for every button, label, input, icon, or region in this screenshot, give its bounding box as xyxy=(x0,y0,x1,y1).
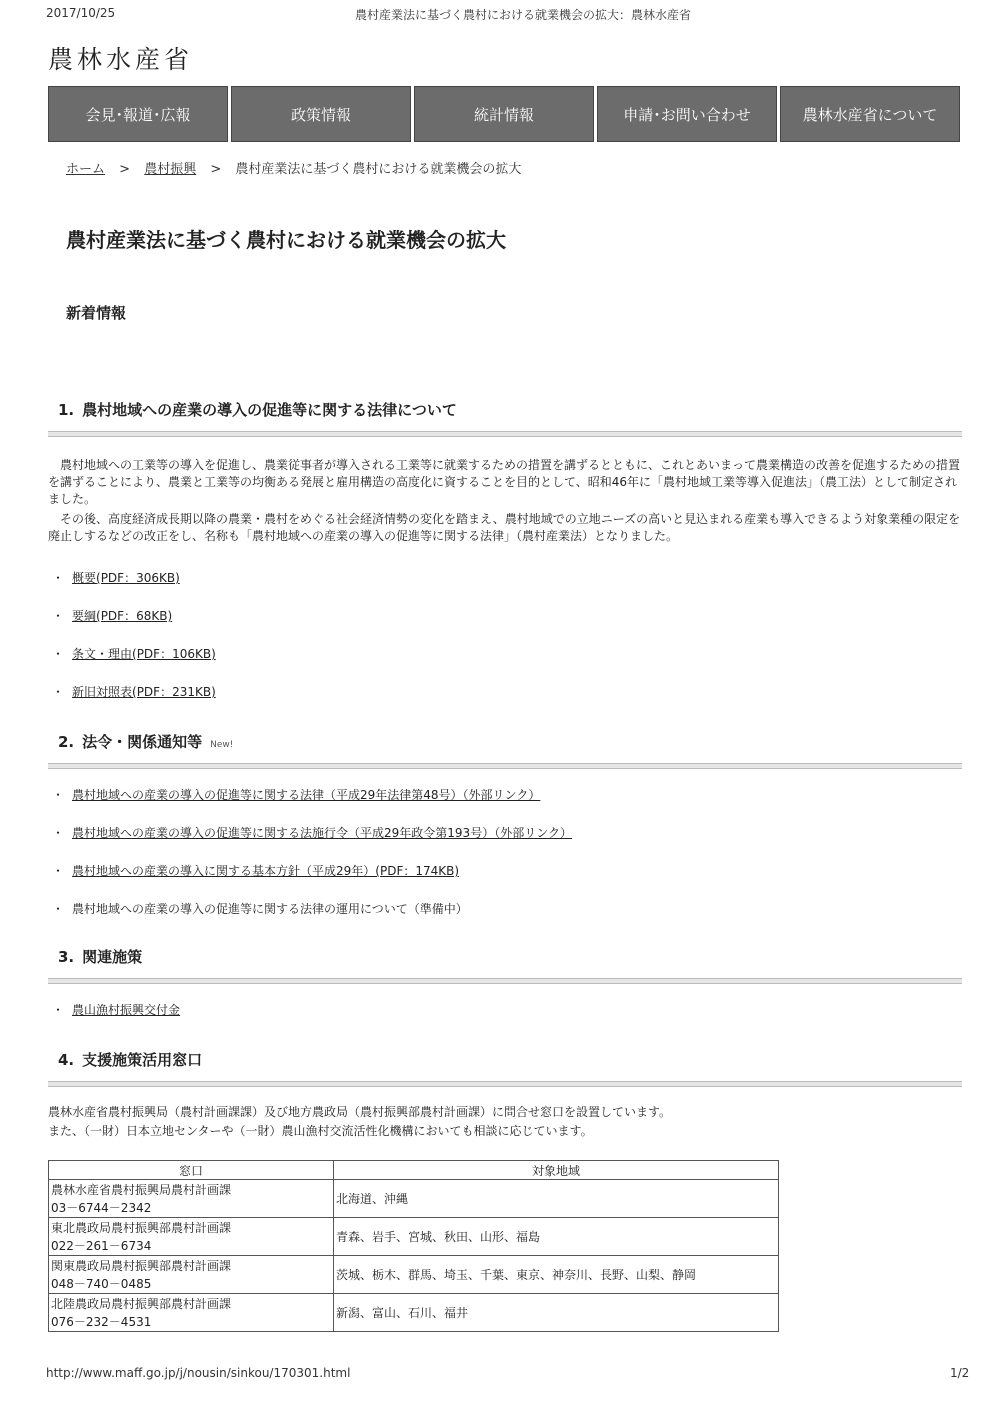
desk-office: 農林水産省農村振興局農村計画課 xyxy=(51,1182,232,1197)
page-title: 農村産業法に基づく農村における就業機会の拡大 xyxy=(66,228,506,252)
section-number: 2. xyxy=(58,733,75,751)
list-item: ・ 条文・理由(PDF：106KB) xyxy=(52,647,216,661)
print-title: 農村産業法に基づく農村における就業機会の拡大：農林水産省 xyxy=(355,8,692,22)
region-cell: 青森、岩手、宮城、秋田、山形、福島 xyxy=(334,1218,779,1256)
print-header xyxy=(0,6,1000,24)
pending-item-text: 農村地域への産業の導入の促進等に関する法律の運用について（準備中） xyxy=(72,902,468,916)
desk-cell xyxy=(49,1180,334,1218)
outline-pdf-link[interactable]: 概要(PDF：306KB) xyxy=(72,571,180,585)
section-number: 4. xyxy=(58,1051,75,1069)
new-badge: New! xyxy=(210,740,234,750)
list-item: ・ 農山漁村振興交付金 xyxy=(52,1003,181,1017)
table-row xyxy=(49,1256,779,1294)
print-url: http://www.maff.go.jp/j/nousin/sinkou/170301.html xyxy=(46,1366,351,1380)
text-reason-pdf-link[interactable]: 条文・理由(PDF：106KB) xyxy=(72,647,216,661)
section-4-heading xyxy=(58,1049,202,1070)
nav-policy[interactable]: 政策情報 xyxy=(231,86,411,142)
region-cell: 新潟、富山、石川、福井 xyxy=(334,1294,779,1332)
section-divider xyxy=(48,978,962,984)
region-cell: 茨城、栃木、群馬、埼玉、千葉、東京、神奈川、長野、山梨、静岡 xyxy=(334,1256,779,1294)
site-logo[interactable]: 農林水産省 xyxy=(48,45,194,74)
section-1-paragraph-2: その後、高度経済成長期以降の農業・農村をめぐる社会経済情勢の変化を踏まえ、農村地域での立地ニーズの高いと見込まれる産業も導入できるよう対象業種の限定を廃止しするなどの改正をし、名称も「農村地域への産業の導入の促進等に関する法律」（農村産業法）となりました。 xyxy=(48,512,961,543)
desk-office: 北陸農政局農村振興部農村計画課 xyxy=(51,1296,232,1311)
desk-cell xyxy=(49,1218,334,1256)
nav-statistics[interactable]: 統計情報 xyxy=(414,86,594,142)
contact-desk-table xyxy=(48,1160,779,1332)
list-item: ・ 農村地域への産業の導入の促進等に関する法律（平成29年法律第48号）（外部リンク） xyxy=(52,788,541,802)
nav-press[interactable]: 会見･報道･広報 xyxy=(48,86,228,142)
print-page-number: 1/2 xyxy=(950,1366,970,1380)
breadcrumb-home-link[interactable]: ホーム xyxy=(66,162,106,177)
section-title: 関連施策 xyxy=(82,948,143,966)
breadcrumb-current: 農村産業法に基づく農村における就業機会の拡大 xyxy=(235,162,522,177)
print-date: 2017/10/25 xyxy=(46,6,116,20)
desk-phone: 03－6744－2342 xyxy=(51,1200,152,1215)
desk-office: 東北農政局農村振興部農村計画課 xyxy=(51,1220,232,1235)
section-title: 法令・関係通知等 xyxy=(82,733,203,751)
breadcrumb-separator: > xyxy=(210,162,222,177)
column-header-desk: 窓口 xyxy=(49,1161,334,1180)
list-item: ・ 新旧対照表(PDF：231KB) xyxy=(52,685,216,699)
section-number: 1. xyxy=(58,401,75,419)
section-divider xyxy=(48,763,962,769)
cabinet-order-external-link[interactable]: 農村地域への産業の導入の促進等に関する法施行令（平成29年政令第193号）（外部リンク） xyxy=(72,826,572,840)
desk-phone: 076－232－4531 xyxy=(51,1314,152,1329)
section-1-heading xyxy=(58,399,457,420)
breadcrumb-separator: > xyxy=(119,162,131,177)
section-divider xyxy=(48,431,962,437)
comparison-table-pdf-link[interactable]: 新旧対照表(PDF：231KB) xyxy=(72,685,216,699)
section-title: 農村地域への産業の導入の促進等に関する法律について xyxy=(82,401,457,419)
desk-cell xyxy=(49,1256,334,1294)
basic-policy-pdf-link[interactable]: 農村地域への産業の導入に関する基本方針（平成29年）(PDF：174KB) xyxy=(72,864,460,878)
table-row xyxy=(49,1294,779,1332)
list-item: ・ 要綱(PDF：68KB) xyxy=(52,609,173,623)
desk-phone: 022－261－6734 xyxy=(51,1238,152,1253)
section-divider xyxy=(48,1081,962,1087)
section-2-heading xyxy=(58,731,233,752)
global-nav xyxy=(48,86,960,142)
list-item: ・ 概要(PDF：306KB) xyxy=(52,571,180,585)
section-number: 3. xyxy=(58,948,75,966)
column-header-region: 対象地域 xyxy=(334,1161,779,1180)
region-cell: 北海道、沖縄 xyxy=(334,1180,779,1218)
list-item: ・ 農村地域への産業の導入に関する基本方針（平成29年）(PDF：174KB) xyxy=(52,864,460,878)
grant-program-link[interactable]: 農山漁村振興交付金 xyxy=(72,1003,181,1017)
section-title: 支援施策活用窓口 xyxy=(82,1051,203,1069)
desk-cell xyxy=(49,1294,334,1332)
news-title: 新着情報 xyxy=(66,304,127,322)
nav-application[interactable]: 申請･お問い合わせ xyxy=(597,86,777,142)
list-item: ・ 農村地域への産業の導入の促進等に関する法律の運用について（準備中） xyxy=(52,902,468,916)
breadcrumb xyxy=(66,158,521,177)
section-4-paragraph-1: 農林水産省農村振興局（農村計画課課）及び地方農政局（農村振興部農村計画課）に問合せ窓口を設置しています。 xyxy=(48,1105,672,1119)
section-4-paragraph-2: また、（一財）日本立地センターや（一財）農山漁村交流活性化機構においても相談に応じています。 xyxy=(48,1124,593,1138)
section-1-paragraph-1: 農村地域への工業等の導入を促進し、農業従事者が導入される工業等に就業するための措置を講ずるとともに、これとあいまって農業構造の改善を促進するための措置を講ずることにより、農業と工業等の均衡ある発展と雇用構造の高度化に資することを目的として、昭和46年に「農村地域工業等導入促進法」（農工法）として制定されました。 xyxy=(48,458,961,506)
law-external-link[interactable]: 農村地域への産業の導入の促進等に関する法律（平成29年法律第48号）（外部リンク） xyxy=(72,788,541,802)
nav-about[interactable]: 農林水産省について xyxy=(780,86,960,142)
table-header-row xyxy=(49,1161,779,1180)
list-item: ・ 農村地域への産業の導入の促進等に関する法施行令（平成29年政令第193号）（外部リンク） xyxy=(52,826,572,840)
summary-pdf-link[interactable]: 要綱(PDF：68KB) xyxy=(72,609,173,623)
table-row xyxy=(49,1218,779,1256)
table-row xyxy=(49,1180,779,1218)
desk-office: 関東農政局農村振興部農村計画課 xyxy=(51,1258,232,1273)
breadcrumb-parent-link[interactable]: 農村振興 xyxy=(144,162,197,177)
section-3-heading xyxy=(58,946,142,967)
desk-phone: 048－740－0485 xyxy=(51,1276,152,1291)
